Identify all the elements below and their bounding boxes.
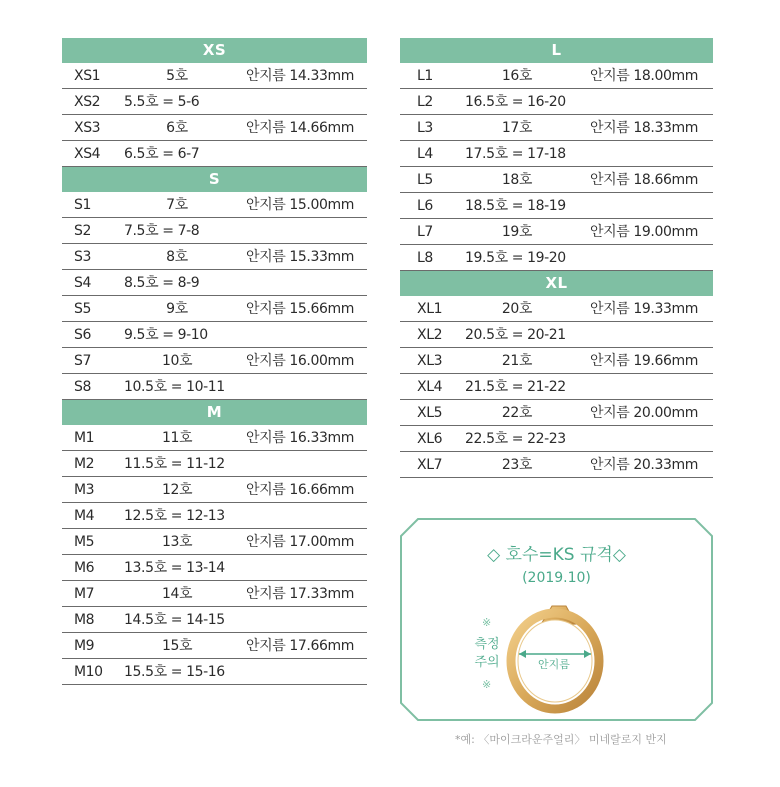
size-row: [62, 581, 367, 607]
half-size-range: 14.5호 = 14-15: [124, 612, 225, 628]
inner-diameter-label: 안지름: [538, 658, 570, 671]
size-code: XS4: [74, 146, 101, 162]
ho-number: 16호: [501, 68, 533, 84]
half-size-range: 15.5호 = 15-16: [124, 664, 225, 680]
size-section-header: S: [62, 167, 367, 192]
size-table-left: [62, 38, 367, 685]
ho-number: 17호: [501, 120, 533, 136]
inner-diameter: 안지름 15.33mm: [246, 249, 354, 265]
size-row: [62, 218, 367, 244]
half-size-range: 18.5호 = 18-19: [465, 198, 566, 214]
ho-number: 14호: [162, 586, 193, 602]
size-row: [400, 322, 713, 348]
size-code: S2: [74, 223, 91, 239]
half-size-range: 22.5호 = 22-23: [465, 431, 566, 447]
size-section-header: XL: [400, 271, 713, 296]
size-code: S3: [74, 249, 91, 265]
half-size-range: 19.5호 = 19-20: [465, 250, 566, 266]
size-code: S6: [74, 327, 91, 343]
size-section-header: M: [62, 400, 367, 425]
ho-number: 12호: [162, 482, 193, 498]
ho-number: 18호: [501, 172, 533, 188]
size-code: M2: [74, 456, 95, 472]
half-size-range: 20.5호 = 20-21: [465, 327, 566, 343]
inner-diameter: 안지름 18.33mm: [590, 120, 698, 136]
size-row: [400, 167, 713, 193]
size-code: XL6: [417, 431, 443, 447]
inner-diameter: 안지름 14.66mm: [246, 120, 354, 136]
inner-diameter: 안지름 18.00mm: [590, 68, 698, 84]
size-row: [62, 192, 367, 218]
ho-number: 20호: [501, 301, 533, 317]
inner-diameter: 안지름 19.33mm: [590, 301, 698, 317]
half-size-range: 7.5호 = 7-8: [124, 223, 200, 239]
inner-diameter: 안지름 16.00mm: [246, 353, 354, 369]
size-code: XS1: [74, 68, 101, 84]
inner-diameter: 안지름 17.33mm: [246, 586, 354, 602]
size-row: [62, 633, 367, 659]
half-size-range: 12.5호 = 12-13: [124, 508, 225, 524]
inner-diameter: 안지름 15.00mm: [246, 197, 354, 213]
inner-diameter: 안지름 16.66mm: [246, 482, 354, 498]
size-row: [62, 244, 367, 270]
size-row: [62, 477, 367, 503]
info-date: (2019.10): [522, 570, 591, 586]
size-row: [62, 555, 367, 581]
size-row: [62, 529, 367, 555]
size-code: L4: [417, 146, 433, 162]
size-code: XL5: [417, 405, 443, 421]
size-code: M9: [74, 638, 95, 654]
ho-number: 6호: [166, 120, 188, 136]
inner-diameter: 안지름 14.33mm: [246, 68, 354, 84]
half-size-range: 11.5호 = 11-12: [124, 456, 225, 472]
ho-number: 8호: [166, 249, 188, 265]
size-row: [62, 659, 367, 685]
inner-diameter: 안지름 18.66mm: [590, 172, 698, 188]
size-row: [62, 89, 367, 115]
size-row: [62, 425, 367, 451]
size-code: L2: [417, 94, 433, 110]
size-code: M1: [74, 430, 95, 446]
size-section-header: L: [400, 38, 713, 63]
half-size-range: 10.5호 = 10-11: [124, 379, 225, 395]
ho-number: 7호: [166, 197, 188, 213]
size-row: [62, 451, 367, 477]
size-row: [62, 374, 367, 400]
size-code: XS2: [74, 94, 101, 110]
inner-diameter: 안지름 16.33mm: [246, 430, 354, 446]
inner-diameter: 안지름 19.66mm: [590, 353, 698, 369]
inner-diameter: 안지름 15.66mm: [246, 301, 354, 317]
ho-number: 13호: [162, 534, 193, 550]
size-code: L6: [417, 198, 433, 214]
size-row: [400, 426, 713, 452]
size-code: M8: [74, 612, 95, 628]
size-code: XL2: [417, 327, 443, 343]
size-row: [62, 607, 367, 633]
ho-number: 11호: [162, 430, 193, 446]
ho-number: 19호: [501, 224, 533, 240]
size-code: M6: [74, 560, 95, 576]
size-section-header: XS: [62, 38, 367, 63]
inner-diameter: 안지름 17.66mm: [246, 638, 354, 654]
size-row: [62, 296, 367, 322]
measure-note-line-2: 주의: [474, 655, 500, 670]
ks-standard-info-box: [400, 518, 713, 721]
inner-diameter: 안지름 19.00mm: [590, 224, 698, 240]
size-code: XL7: [417, 457, 443, 473]
size-code: L8: [417, 250, 433, 266]
size-row: [400, 115, 713, 141]
size-code: XL3: [417, 353, 443, 369]
size-code: S5: [74, 301, 91, 317]
size-code: M10: [74, 664, 103, 680]
size-row: [400, 219, 713, 245]
size-code: S8: [74, 379, 91, 395]
size-row: [62, 270, 367, 296]
size-code: M7: [74, 586, 95, 602]
example-caption: *예: 〈마이크라운주얼리〉 미네랄로지 반지: [455, 733, 667, 746]
measure-note-line-1: 측정: [474, 637, 500, 652]
half-size-range: 16.5호 = 16-20: [465, 94, 566, 110]
ho-number: 21호: [501, 353, 533, 369]
half-size-range: 8.5호 = 8-9: [124, 275, 200, 291]
size-row: [400, 452, 713, 478]
ho-number: 22호: [501, 405, 533, 421]
size-table-right: [400, 38, 713, 478]
size-row: [400, 245, 713, 271]
inner-diameter: 안지름 20.00mm: [590, 405, 698, 421]
size-row: [400, 400, 713, 426]
size-code: XL1: [417, 301, 443, 317]
half-size-range: 13.5호 = 13-14: [124, 560, 225, 576]
ho-number: 23호: [501, 457, 533, 473]
size-row: [400, 63, 713, 89]
size-row: [400, 348, 713, 374]
size-row: [400, 89, 713, 115]
ho-number: 5호: [166, 68, 188, 84]
size-row: [62, 115, 367, 141]
inner-diameter: 안지름 17.00mm: [246, 534, 354, 550]
half-size-range: 5.5호 = 5-6: [124, 94, 200, 110]
size-code: L1: [417, 68, 433, 84]
size-code: S1: [74, 197, 91, 213]
size-code: XL4: [417, 379, 443, 395]
ho-number: 15호: [162, 638, 193, 654]
size-row: [400, 374, 713, 400]
size-row: [62, 63, 367, 89]
size-code: XS3: [74, 120, 101, 136]
inner-diameter: 안지름 20.33mm: [590, 457, 698, 473]
size-row: [400, 141, 713, 167]
half-size-range: 17.5호 = 17-18: [465, 146, 566, 162]
size-code: L7: [417, 224, 433, 240]
half-size-range: 9.5호 = 9-10: [124, 327, 208, 343]
size-code: M5: [74, 534, 95, 550]
ho-number: 10호: [162, 353, 193, 369]
half-size-range: 21.5호 = 21-22: [465, 379, 566, 395]
size-code: L5: [417, 172, 433, 188]
ring-illustration: [400, 518, 713, 721]
size-row: [62, 348, 367, 374]
size-row: [400, 296, 713, 322]
size-row: [62, 141, 367, 167]
size-code: M4: [74, 508, 95, 524]
size-row: [62, 322, 367, 348]
size-code: S4: [74, 275, 91, 291]
star-mark-bottom: ※: [482, 678, 492, 691]
size-code: M3: [74, 482, 95, 498]
size-row: [62, 503, 367, 529]
size-row: [400, 193, 713, 219]
star-mark-top: ※: [482, 616, 492, 629]
half-size-range: 6.5호 = 6-7: [124, 146, 200, 162]
info-title: ◇ 호수=KS 규격◇: [487, 545, 626, 565]
ho-number: 9호: [166, 301, 188, 317]
size-code: S7: [74, 353, 91, 369]
size-code: L3: [417, 120, 433, 136]
